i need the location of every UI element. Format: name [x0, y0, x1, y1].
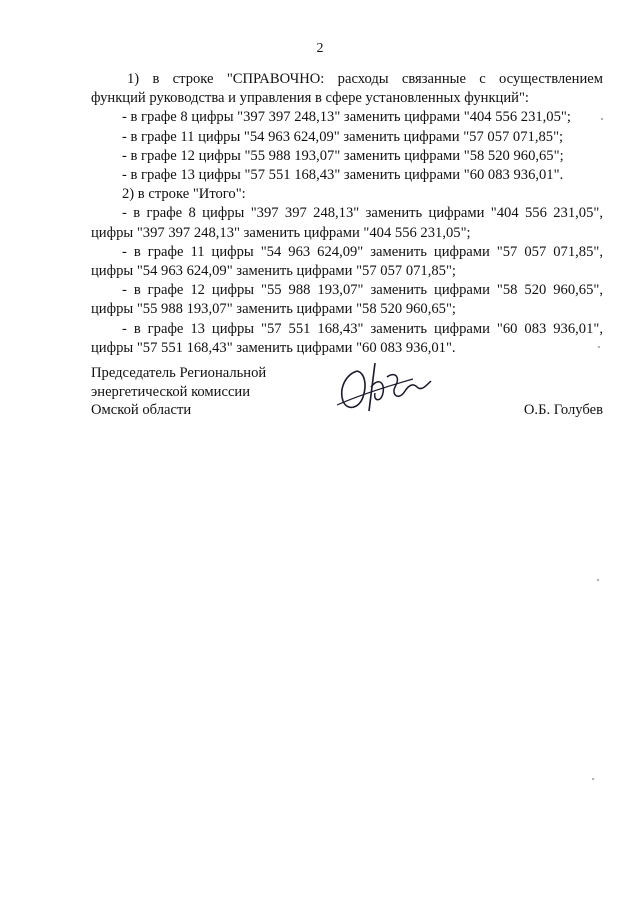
signer-position-line-1: Председатель Региональной: [91, 365, 267, 381]
text-line: - в графе 12 цифры "55 988 193,07" заменить цифрами "58 520 960,65",: [122, 282, 603, 299]
scan-speck: [597, 579, 599, 581]
text-line: функций руководства и управления в сфере установленных функций":: [91, 90, 529, 107]
text-line: - в графе 8 цифры "397 397 248,13" заменить цифрами "404 556 231,05";: [122, 109, 571, 126]
text-line: - в графе 8 цифры "397 397 248,13" заменить цифрами "404 556 231,05",: [122, 205, 603, 222]
scan-speck: [601, 118, 603, 120]
text-line: - в графе 11 цифры "54 963 624,09" заменить цифрами "57 057 071,85",: [122, 243, 603, 260]
scan-speck: [598, 346, 600, 348]
text-line: - в графе 13 цифры "57 551 168,43" заменить цифрами "60 083 936,01",: [122, 320, 603, 337]
text-line: 1) в строке "СПРАВОЧНО: расходы связанные с осуществлением: [127, 71, 603, 87]
text-line: - в графе 13 цифры "57 551 168,43" заменить цифрами "60 083 936,01".: [122, 167, 564, 184]
text-line: цифры "397 397 248,13" заменить цифрами "404 556 231,05";: [91, 224, 471, 241]
signer-position-line-3: Омской области: [91, 402, 192, 419]
scan-speck: [592, 778, 594, 780]
text-line: - в графе 12 цифры "55 988 193,07" заменить цифрами "58 520 960,65";: [122, 147, 564, 164]
signer-position-line-2: энергетической комиссии: [91, 383, 251, 400]
amendment-text: [91, 70, 603, 358]
text-line: цифры "57 551 168,43" заменить цифрами "60 083 936,01".: [91, 339, 456, 356]
page-number: 2: [316, 41, 324, 56]
text-line: цифры "55 988 193,07" заменить цифрами "58 520 960,65";: [91, 301, 456, 318]
signer-name: О.Б. Голубев: [523, 402, 603, 418]
text-line: 2) в строке "Итого":: [122, 186, 246, 203]
text-line: цифры "54 963 624,09" заменить цифрами "57 057 071,85";: [91, 263, 456, 280]
text-line: - в графе 11 цифры "54 963 624,09" заменить цифрами "57 057 071,85";: [122, 128, 564, 145]
